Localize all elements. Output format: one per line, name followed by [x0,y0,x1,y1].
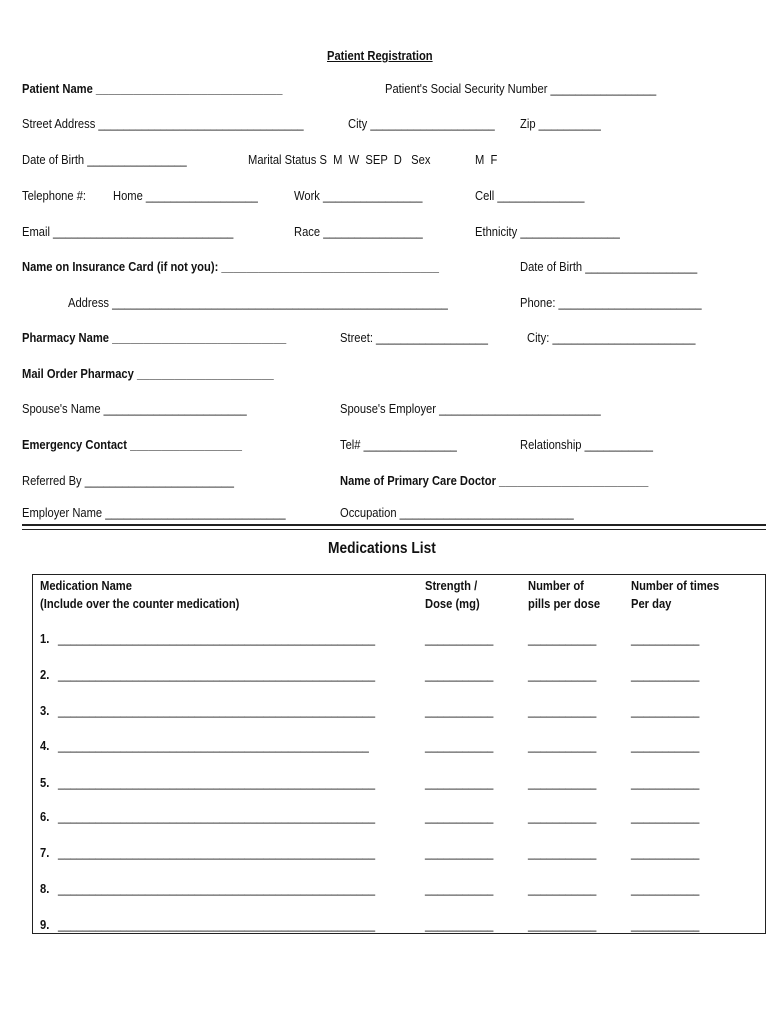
medication-pills-field[interactable]: ___________ [528,667,597,682]
medication-name-field[interactable]: ___________________________________________________ [58,631,376,646]
insurance-name-field[interactable]: Name on Insurance Card (if not you): ___________________________________ [22,259,440,274]
medication-number: 5. [40,775,50,790]
medication-times-field[interactable]: ___________ [631,738,700,753]
patient-name-field[interactable]: Patient Name ______________________________ [22,81,283,96]
medication-strength-field[interactable]: ___________ [425,703,494,718]
medication-number: 7. [40,845,50,860]
insurance-phone-field[interactable]: Phone: _______________________ [520,295,702,310]
medication-name-field[interactable]: __________________________________________________ [58,738,369,753]
page-title: Patient Registration [327,48,433,63]
medication-strength-field[interactable]: ___________ [425,667,494,682]
header-dose: Dose (mg) [425,596,480,611]
medication-number: 2. [40,667,50,682]
work-phone-field[interactable]: Work ________________ [294,188,423,203]
medication-name-field[interactable]: ___________________________________________________ [58,809,376,824]
medication-times-field[interactable]: ___________ [631,881,700,896]
medication-name-field[interactable]: ___________________________________________________ [58,667,376,682]
cell-phone-field[interactable]: Cell ______________ [475,188,585,203]
emergency-tel-field[interactable]: Tel# _______________ [340,437,457,452]
medication-strength-field[interactable]: ___________ [425,917,494,932]
sex-options[interactable]: M F [475,152,498,167]
medication-pills-field[interactable]: ___________ [528,917,597,932]
medication-strength-field[interactable]: ___________ [425,809,494,824]
medication-pills-field[interactable]: ___________ [528,881,597,896]
medication-number: 3. [40,703,50,718]
ethnicity-field[interactable]: Ethnicity ________________ [475,224,620,239]
pharmacy-street-field[interactable]: Street: __________________ [340,330,488,345]
medication-name-field[interactable]: ___________________________________________________ [58,703,376,718]
medication-times-field[interactable]: ___________ [631,631,700,646]
date-of-birth-field[interactable]: Date of Birth ________________ [22,152,187,167]
home-phone-field[interactable]: Home __________________ [113,188,258,203]
referred-by-field[interactable]: Referred By ________________________ [22,473,234,488]
medication-name-field[interactable]: ___________________________________________________ [58,845,376,860]
medication-name-field[interactable]: ___________________________________________________ [58,775,376,790]
street-address-field[interactable]: Street Address _________________________________ [22,116,304,131]
medication-times-field[interactable]: ___________ [631,667,700,682]
medication-strength-field[interactable]: ___________ [425,775,494,790]
insurance-address-field[interactable]: Address ______________________________________________________ [68,295,448,310]
pharmacy-name-field[interactable]: Pharmacy Name ____________________________ [22,330,287,345]
marital-status-options[interactable]: Marital Status S M W SEP D Sex [248,152,431,167]
medication-pills-field[interactable]: ___________ [528,631,597,646]
relationship-field[interactable]: Relationship ___________ [520,437,654,452]
primary-care-doctor-field[interactable]: Name of Primary Care Doctor ________________________ [340,473,649,488]
medications-table [32,574,766,934]
spouse-name-field[interactable]: Spouse's Name _______________________ [22,401,247,416]
medication-number: 4. [40,738,50,753]
employer-name-field[interactable]: Employer Name _____________________________ [22,505,286,520]
medication-strength-field[interactable]: ___________ [425,738,494,753]
medication-times-field[interactable]: ___________ [631,809,700,824]
medication-strength-field[interactable]: ___________ [425,881,494,896]
medication-pills-field[interactable]: ___________ [528,845,597,860]
email-field[interactable]: Email _____________________________ [22,224,234,239]
insurance-dob-field[interactable]: Date of Birth __________________ [520,259,698,274]
section-divider-bottom [22,529,766,530]
medication-name-field[interactable]: ___________________________________________________ [58,917,376,932]
medication-strength-field[interactable]: ___________ [425,631,494,646]
header-pills: Number of [528,578,584,593]
header-strength: Strength / [425,578,478,593]
ssn-field[interactable]: Patient's Social Security Number _________________ [385,81,657,96]
medication-times-field[interactable]: ___________ [631,703,700,718]
medication-number: 1. [40,631,50,646]
telephone-label: Telephone #: [22,188,87,203]
medication-pills-field[interactable]: ___________ [528,738,597,753]
emergency-contact-field[interactable]: Emergency Contact __________________ [22,437,243,452]
medication-times-field[interactable]: ___________ [631,775,700,790]
section-divider-top [22,524,766,526]
medication-number: 6. [40,809,50,824]
medications-title: Medications List [328,540,436,557]
medication-pills-field[interactable]: ___________ [528,775,597,790]
pharmacy-city-field[interactable]: City: _______________________ [527,330,696,345]
medication-times-field[interactable]: ___________ [631,845,700,860]
mail-order-pharmacy-field[interactable]: Mail Order Pharmacy ______________________ [22,366,274,381]
medication-number: 8. [40,881,50,896]
city-field[interactable]: City ____________________ [348,116,495,131]
medication-strength-field[interactable]: ___________ [425,845,494,860]
header-pills-per-dose: pills per dose [528,596,601,611]
medication-name-field[interactable]: ___________________________________________________ [58,881,376,896]
header-times: Number of times [631,578,720,593]
header-medication-name: Medication Name [40,578,132,593]
medication-times-field[interactable]: ___________ [631,917,700,932]
zip-field[interactable]: Zip __________ [520,116,601,131]
medication-number: 9. [40,917,50,932]
occupation-field[interactable]: Occupation ____________________________ [340,505,574,520]
header-medication-note: (Include over the counter medication) [40,596,240,611]
medication-pills-field[interactable]: ___________ [528,703,597,718]
race-field[interactable]: Race ________________ [294,224,423,239]
header-per-day: Per day [631,596,672,611]
spouse-employer-field[interactable]: Spouse's Employer __________________________ [340,401,601,416]
medication-pills-field[interactable]: ___________ [528,809,597,824]
